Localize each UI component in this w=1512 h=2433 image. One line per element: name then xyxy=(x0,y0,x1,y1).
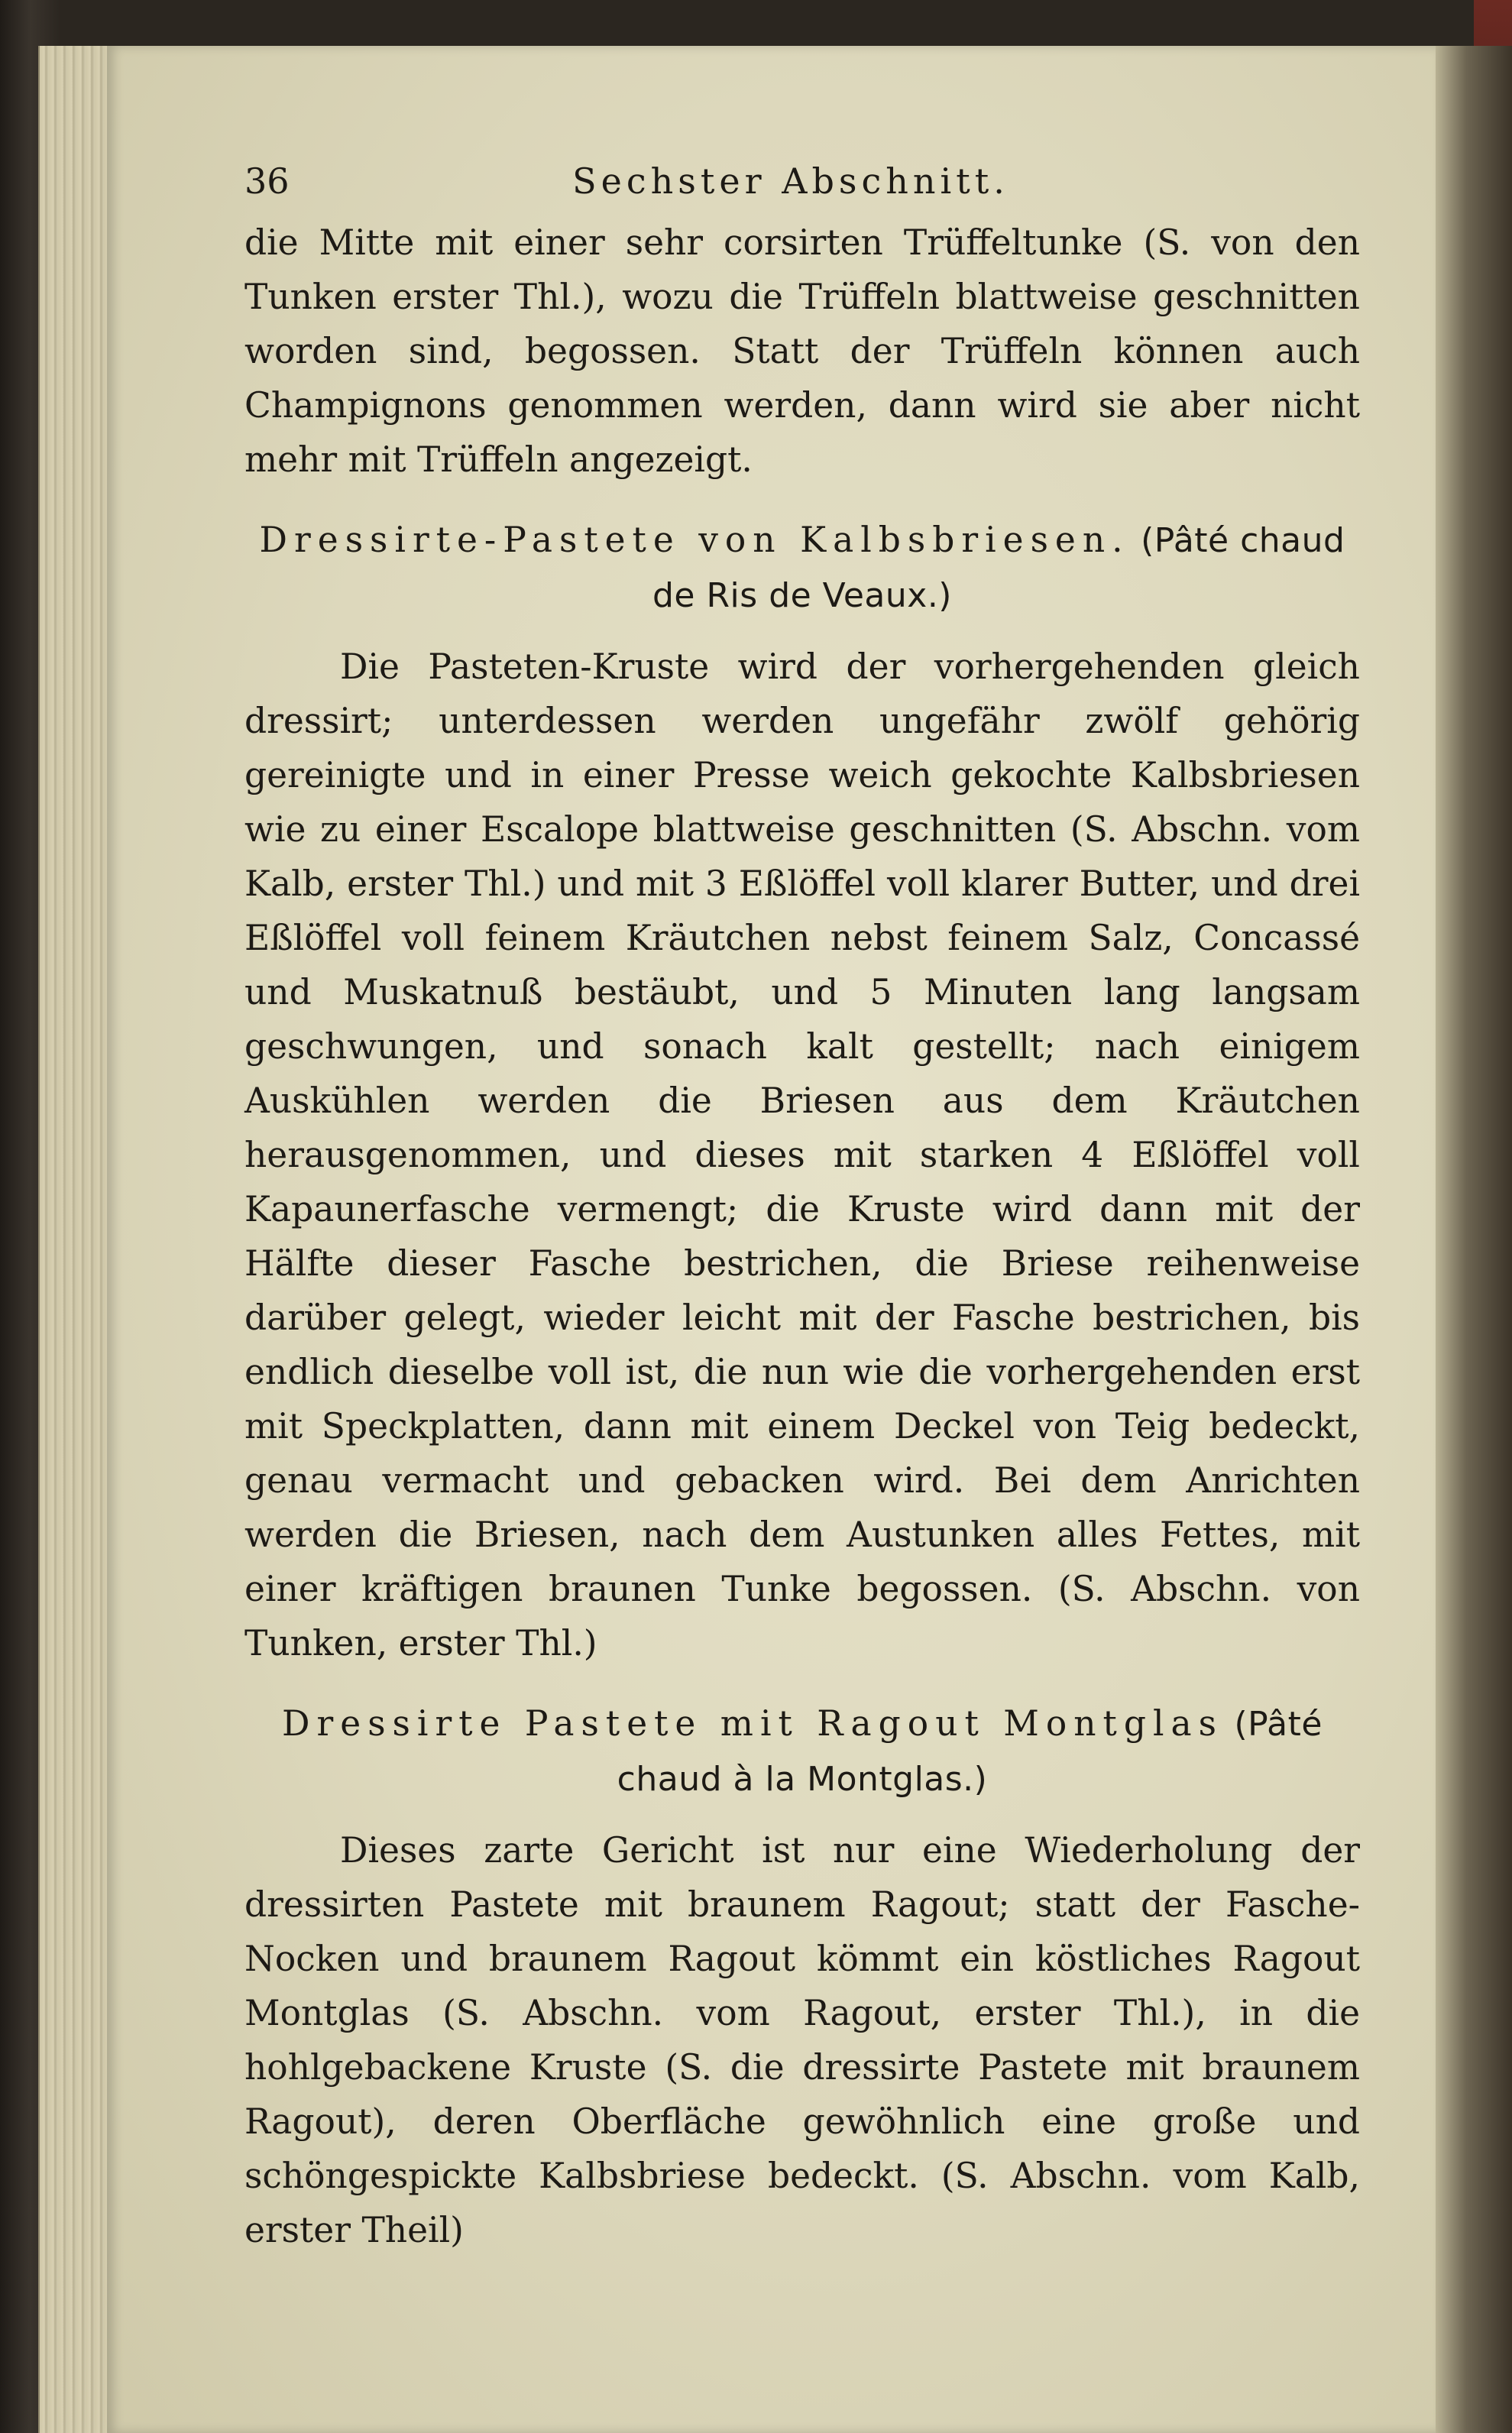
heading-german: Dressirte-Pastete von Kalbsbriesen. xyxy=(259,520,1130,560)
continuation-paragraph: die Mitte mit einer sehr corsirten Trüffeltunke (S. von den Tunken erster Thl.), wozu die Trüffeln blattweise geschnitten worden sind, begossen. Statt der Trüffeln können auch Champignons genommen werden, dann wird sie aber nicht mehr mit Trüffeln angezeigt. xyxy=(244,222,1360,480)
book-gutter xyxy=(1436,46,1512,2433)
page-edges xyxy=(38,46,116,2433)
page-number: 36 xyxy=(244,160,290,202)
section-body-montglas: Dieses zarte Gericht ist nur eine Wiederholung der dressirten Pastete mit braunem Ragout; statt der Fasche-Nocken und braunem Ragout kömmt ein köstliches Ragout Montglas (S. Abschn. vom Ragout, erster Thl.), in die hohlgebackene Kruste (S. die dressirte Pastete mit braunem Ragout), deren Oberfläche gewöhnlich eine große und schöngespickte Kalbsbriese bedeckt. (S. Abschn. vom Kalb, erster Theil) xyxy=(244,1830,1360,2250)
section-heading-kalbsbriesen xyxy=(244,513,1360,623)
section-body-kalbsbriesen: Die Pasteten-Kruste wird der vorhergehenden gleich dressirt; unterdessen werden ungefähr zwölf gehörig gereinigte und in einer Presse weich gekochte Kalbsbriesen wie zu einer Escalope blattweise geschnitten (S. Abschn. vom Kalb, erster Thl.) und mit 3 Eßlöffel voll klarer Butter, und drei Eßlöffel voll feinem Kräutchen nebst feinem Salz, Concassé und Muskatnuß bestäubt, und 5 Minuten lang langsam geschwungen, und sonach kalt gestellt; nach einigem Auskühlen werden die Briesen aus dem Kräutchen herausgenommen, und dieses mit starken 4 Eßlöffel voll Kapaunerfasche vermengt; die Kruste wird dann mit der Hälfte dieser Fasche bestrichen, die Briese reihenweise darüber gelegt, wieder leicht mit der Fasche bestrichen, bis endlich dieselbe voll ist, die nun wie die vorhergehenden erst mit Speckplatten, dann mit einem Deckel von Teig bedeckt, genau vermacht und gebacken wird. Bei dem Anrichten werden die Briesen, nach dem Austunken alles Fettes, mit einer kräftigen braunen Tunke begossen. (S. Abschn. von Tunken, erster Thl.) xyxy=(244,646,1360,1664)
running-head: Sechster Abschnitt. xyxy=(572,160,1009,202)
page-header xyxy=(244,160,1360,202)
page-content xyxy=(244,160,1360,2257)
section-heading-montglas xyxy=(244,1696,1360,1806)
heading-french: (Pâté chaud à la Montglas.) xyxy=(617,1705,1323,1799)
heading-french: (Pâté chaud de Ris de Veaux.) xyxy=(652,521,1345,615)
heading-german: Dressirte Pastete mit Ragout Montglas xyxy=(282,1703,1223,1744)
